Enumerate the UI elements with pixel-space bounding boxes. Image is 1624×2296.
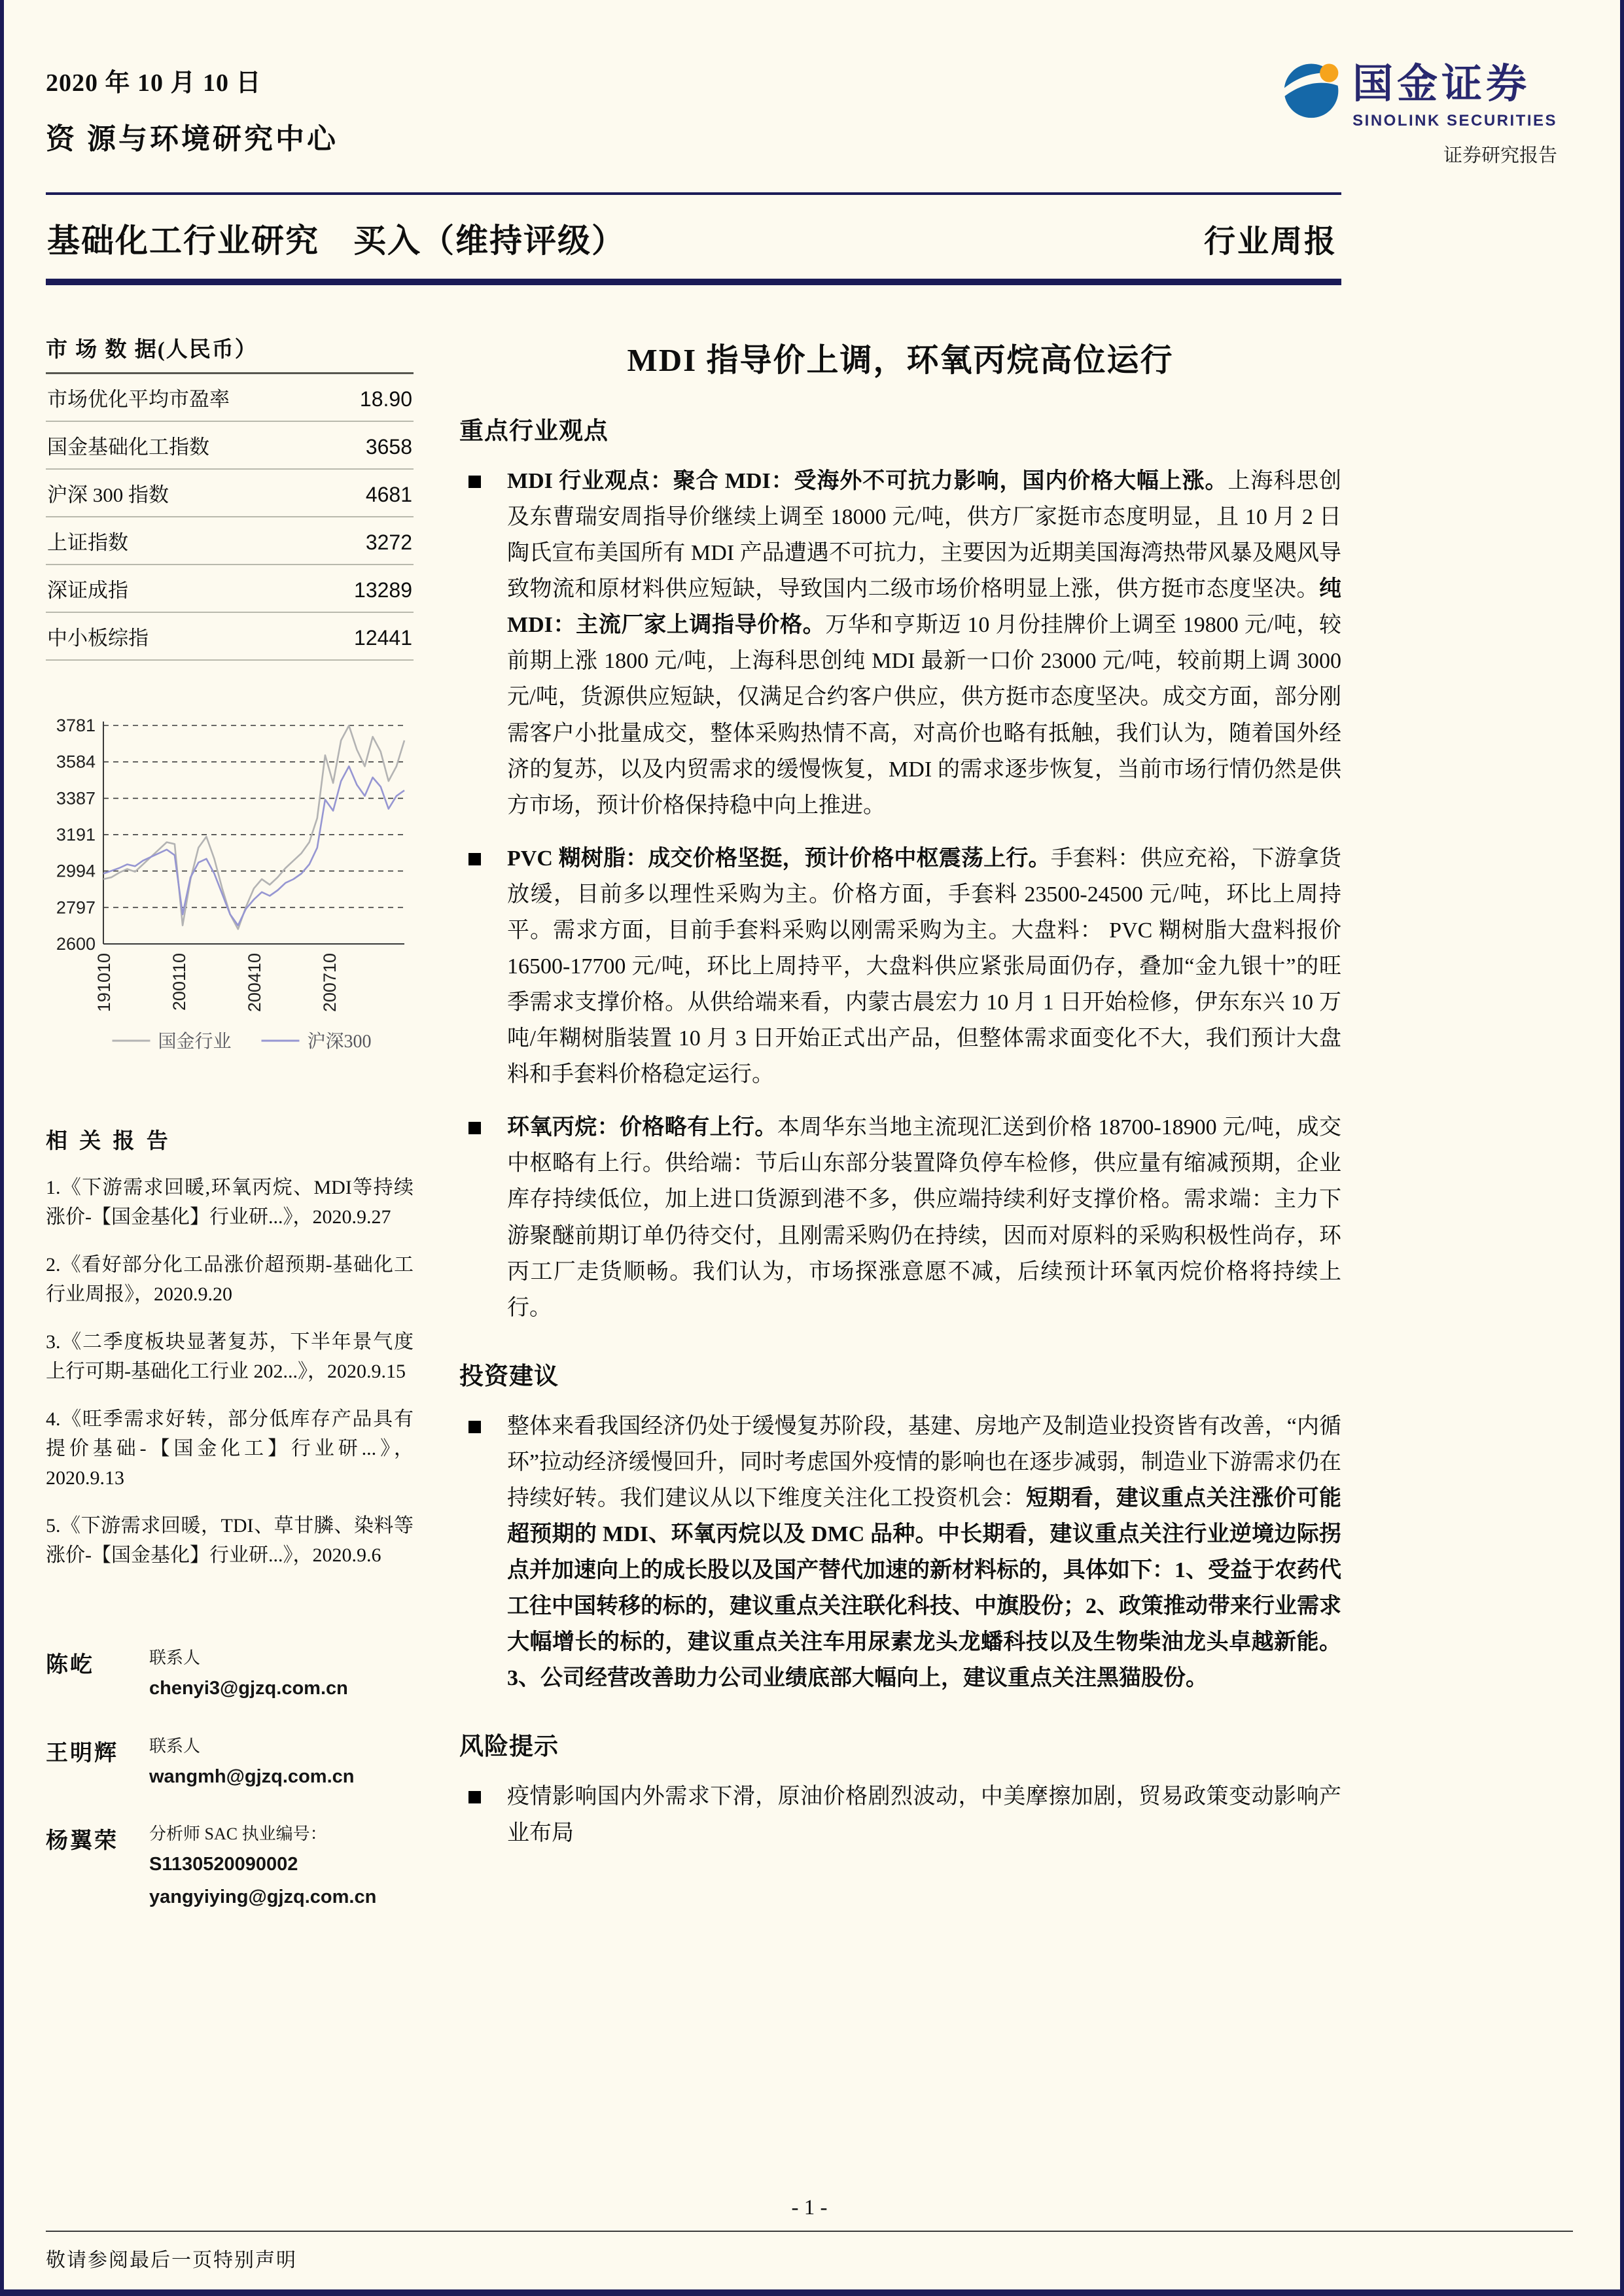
market-data-value: 4681 <box>365 483 412 506</box>
market-data-label: 深证成指 <box>47 579 128 602</box>
bullet-text: PVC 糊树脂：成交价格坚挺，预计价格中枢震荡上行。手套料：供应充裕，下游拿货放缓，目前多以理性采购为主。价格方面，手套料 23500-24500 元/吨，环比上周持平。需求方面，目前手套料采购以刚需采购为主。大盘料： PVC 糊树脂大盘料报价 16500-17700 元/吨，环比上周持平，大盘料供应紧张局面仍存，叠加“金九银十”的旺季需求支撑价格。从供给端来看，内蒙古晨宏力 10 月 1 日开始检修，伊东东兴 10 万吨/年糊树脂装置 10 月 3 日开始正式出产品，但整体需求面变化不大，我们预计大盘料和手套料价格稳定运行。 <box>507 846 1342 1087</box>
sidebar <box>46 332 414 1941</box>
report-date: 2020 年 10 月 10 日 <box>46 69 262 97</box>
report-sections <box>459 411 1341 1851</box>
related-report-item: 1.《下游需求回暖,环氧丙烷、MDI等持续涨价-【国金基化】行业研...》，2020.9.27 <box>46 1177 414 1228</box>
related-report-item: 2.《看好部分化工品涨价超预期-基础化工行业周报》，2020.9.20 <box>46 1254 414 1305</box>
contact-name: 王明辉 <box>46 1741 118 1765</box>
market-data-value: 3272 <box>365 531 412 554</box>
section-heading: 风险提示 <box>459 1733 559 1761</box>
contact-email: wangmh@gjzq.com.cn <box>149 1765 355 1787</box>
svg-text:2600: 2600 <box>56 934 96 954</box>
footer-divider <box>46 2231 1573 2232</box>
bullet-text: 环氧丙烷：价格略有上行。本周华东当地主流现汇送到价格 18700-18900 元/吨，成交中枢略有上行。供给端：节后山东部分装置降负停车检修，供应量有缩减预期，企业库存持续低位，加上进口货源到港不多，供应端持续利好支撑价格。需求端：主力下游聚醚前期订单仍待交付，且刚需采购仍在持续，因而对原料的采购积极性尚存，环丙工厂走货顺畅。我们认为，市场探涨意愿不减，后续预计环氧丙烷价格将持续上行。 <box>507 1115 1341 1320</box>
svg-text:2797: 2797 <box>56 897 96 918</box>
svg-text:200710: 200710 <box>320 953 340 1013</box>
header-divider-thick <box>46 279 1341 285</box>
market-data-rows <box>46 374 414 661</box>
bullet-square-icon <box>468 476 481 488</box>
contact-details <box>149 1733 414 1793</box>
bullet-text: 整体来看我国经济仍处于缓慢复苏阶段，基建、房地产及制造业投资皆有改善，“内循环”拉动经济缓慢回升，同时考虑国外疫情的影响也在逐步减弱，制造业下游需求仍在持续好转。我们建议从以下维度关注化工投资机会：短期看，建议重点关注涨价可能超预期的 MDI、环氧丙烷以及 DMC 品种。中长期看，建议重点关注行业逆境边际拐点并加速向上的成长股以及国产替代加速的新材料标的，具体如下：1、受益于农药代工往中国转移的标的，建议重点关注联化科技、中旗股份；2、政策推动带来行业需求大幅增长的标的，建议重点关注车用尿素龙头龙蟠科技以及生物柴油龙头卓越新能。3、公司经营改善助力公司业绩底部大幅向上，建议重点关注黑猫股份。 <box>507 1414 1341 1691</box>
market-data-label: 上证指数 <box>47 531 128 554</box>
bullet-paragraph <box>459 1779 1341 1851</box>
page-footer <box>46 2196 1573 2272</box>
sinolink-logo-icon <box>1280 58 1342 123</box>
report-section <box>459 1356 1341 1697</box>
contact-email: yangyiying@gjzq.com.cn <box>149 1886 377 1907</box>
svg-text:2994: 2994 <box>56 861 96 881</box>
report-main-title: MDI 指导价上调，环氧丙烷高位运行 <box>627 342 1174 378</box>
contact-block <box>46 1821 414 1913</box>
report-header <box>46 0 1557 285</box>
contact-details <box>149 1645 414 1705</box>
related-reports-panel <box>46 1124 414 1570</box>
svg-text:200110: 200110 <box>169 953 189 1011</box>
contact-role: S1130520090002 <box>149 1854 298 1875</box>
svg-text:200410: 200410 <box>245 953 264 1013</box>
contact-role: 分析师 SAC 执业编号： <box>149 1824 327 1843</box>
contact-block <box>46 1733 414 1793</box>
market-data-value: 3658 <box>365 435 412 459</box>
contact-email: chenyi3@gjzq.com.cn <box>149 1678 348 1699</box>
market-data-row <box>46 422 414 470</box>
market-data-title: 市 场 数 据(人民币） <box>46 332 414 374</box>
contacts-panel <box>46 1645 414 1913</box>
related-report-item: 5.《下游需求回暖，TDI、草甘膦、染料等涨价-【国金基化】行业研...》，2020.9.6 <box>46 1515 414 1566</box>
market-data-row <box>46 374 414 422</box>
report-section <box>459 1726 1341 1851</box>
svg-text:191010: 191010 <box>94 953 114 1013</box>
related-reports-list <box>46 1173 414 1570</box>
report-series-label: 行业周报 <box>1203 224 1337 259</box>
bullet-text: MDI 行业观点：聚合 MDI：受海外不可抗力影响，国内价格大幅上涨。上海科思创及东曹瑞安周指导价继续上调至 18000 元/吨，供方厂家挺市态度明显，且 10 月 2 日陶氏宣布美国所有 MDI 产品遭遇不可抗力，主要因为近期美国海湾热带风暴及飓风导致物流和原材料供应短缺，导致国内二级市场价格明显上涨，供方挺市态度坚决。纯 MDI：主流厂家上调指导价格。万华和亨斯迈 10 月份挂牌价上调至 19800 元/吨，较前期上涨 1800 元/吨，上海科思创纯 MDI 最新一口价 23000 元/吨，较前期上调 3000 元/吨，货源供应短缺，仅满足合约客户供应，供方挺市态度坚决。成交方面，部分刚需客户小批量成交，整体采购热情不高，对高价也略有抵触，我们认为，随着国外经济的复苏，以及内贸需求的缓慢恢复，MDI 的需求逐步恢复，当前市场行情仍然是供方市场，预计价格保持稳中向上推进。 <box>507 469 1342 818</box>
market-data-row <box>46 613 414 661</box>
report-body <box>459 332 1341 1941</box>
contact-role: 联系人 <box>149 1648 201 1667</box>
brand-name-en: SINOLINK SECURITIES <box>1352 112 1557 130</box>
market-data-label: 市场优化平均市盈率 <box>47 388 230 411</box>
svg-text:国金行业: 国金行业 <box>158 1032 232 1052</box>
bullet-square-icon <box>468 1421 481 1433</box>
market-data-value: 13289 <box>354 578 412 602</box>
brand-block <box>1280 51 1557 167</box>
bullet-text: 疫情影响国内外需求下滑，原油价格剧烈波动，中美摩擦加剧，贸易政策变动影响产业布局 <box>507 1784 1341 1845</box>
svg-text:3584: 3584 <box>56 752 96 772</box>
bullet-square-icon <box>468 1122 481 1134</box>
market-data-row <box>46 517 414 565</box>
section-heading: 投资建议 <box>459 1363 559 1390</box>
contact-role: 联系人 <box>149 1736 201 1756</box>
contact-name: 陈屹 <box>46 1653 94 1677</box>
related-report-item: 3.《二季度板块显著复苏，下半年景气度上行可期-基础化工行业 202...》，2020.9.15 <box>46 1331 414 1382</box>
bullet-paragraph <box>459 463 1341 824</box>
svg-text:3387: 3387 <box>56 788 96 809</box>
market-data-panel <box>46 332 414 661</box>
contact-block <box>46 1645 414 1705</box>
page-number: - 1 - <box>791 2196 828 2219</box>
related-reports-title: 相 关 报 告 <box>46 1130 171 1153</box>
report-type-label: 证券研究报告 <box>1443 145 1557 166</box>
market-data-row <box>46 470 414 517</box>
bullet-paragraph <box>459 1408 1341 1697</box>
index-performance-chart <box>46 716 414 1064</box>
report-title-bar <box>46 195 1341 279</box>
market-data-label: 中小板综指 <box>47 627 149 650</box>
market-data-label: 沪深 300 指数 <box>47 483 169 506</box>
section-heading: 重点行业观点 <box>459 418 609 445</box>
related-report-item: 4.《旺季需求好转，部分低库存产品具有提价基础-【国金化工】行业研...》，2020.9.13 <box>46 1408 414 1489</box>
footer-disclaimer: 敬请参阅最后一页特别声明 <box>46 2250 297 2271</box>
bullet-square-icon <box>468 853 481 865</box>
report-section <box>459 411 1341 1326</box>
svg-text:沪深300: 沪深300 <box>307 1032 372 1052</box>
industry-rating-title: 基础化工行业研究 买入（维持评级） <box>47 222 626 259</box>
bullet-paragraph <box>459 841 1341 1093</box>
market-data-value: 12441 <box>354 626 412 650</box>
research-center-title: 资 源与环境研究中心 <box>46 123 338 155</box>
market-data-row <box>46 565 414 613</box>
brand-name-cn: 国金证券 <box>1352 62 1531 107</box>
market-data-value: 18.90 <box>359 387 412 411</box>
bullet-square-icon <box>468 1791 481 1803</box>
svg-text:3781: 3781 <box>56 716 96 735</box>
market-data-label: 国金基础化工指数 <box>47 436 209 459</box>
contact-name: 杨翼荣 <box>46 1829 118 1853</box>
bullet-paragraph <box>459 1109 1341 1325</box>
contact-details <box>149 1821 414 1913</box>
index-line-chart <box>46 716 412 1060</box>
svg-text:3191: 3191 <box>56 824 96 844</box>
